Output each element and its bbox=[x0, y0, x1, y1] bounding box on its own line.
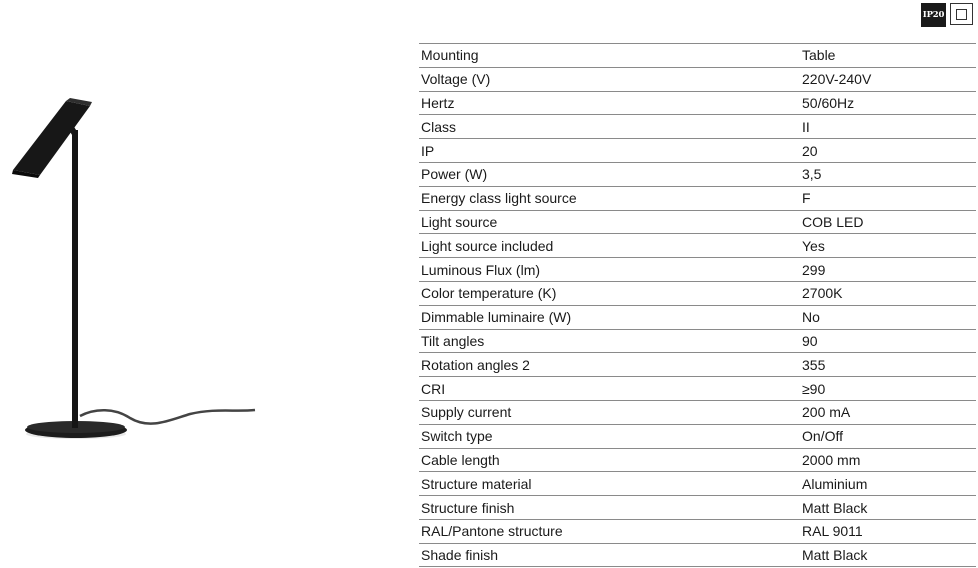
spec-label: Shade finish bbox=[421, 546, 499, 563]
spec-label: Cable length bbox=[421, 451, 500, 468]
spec-label: Power (W) bbox=[421, 166, 488, 183]
spec-label: Structure finish bbox=[421, 499, 515, 516]
spec-value: Yes bbox=[802, 237, 825, 254]
table-row bbox=[419, 471, 976, 495]
spec-value: 20 bbox=[802, 142, 818, 159]
table-row bbox=[419, 43, 976, 67]
lamp-shade bbox=[12, 98, 92, 178]
spec-label: Energy class light source bbox=[421, 190, 577, 207]
spec-value: F bbox=[802, 190, 811, 207]
spec-label: Voltage (V) bbox=[421, 71, 491, 88]
table-row bbox=[419, 424, 976, 448]
spec-value: Table bbox=[802, 47, 836, 64]
spec-value: 50/60Hz bbox=[802, 94, 855, 111]
spec-label: Light source bbox=[421, 213, 498, 230]
spec-value: No bbox=[802, 309, 820, 326]
spec-value: COB LED bbox=[802, 213, 864, 230]
lamp-stem bbox=[72, 130, 78, 428]
spec-value: 2000 mm bbox=[802, 451, 861, 468]
spec-value: 2700K bbox=[802, 285, 843, 302]
spec-value: 200 mA bbox=[802, 404, 851, 421]
spec-value: 299 bbox=[802, 261, 826, 278]
spec-value: II bbox=[802, 118, 810, 135]
spec-label: Dimmable luminaire (W) bbox=[421, 309, 572, 326]
table-row bbox=[419, 257, 976, 281]
spec-label: CRI bbox=[421, 380, 446, 397]
table-row bbox=[419, 519, 976, 543]
ip20-badge: IP20 bbox=[921, 3, 946, 27]
table-row bbox=[419, 138, 976, 162]
spec-label: Class bbox=[421, 118, 457, 135]
table-row bbox=[419, 114, 976, 138]
table-row bbox=[419, 448, 976, 472]
spec-value: On/Off bbox=[802, 428, 843, 445]
table-row bbox=[419, 281, 976, 305]
spec-value: Aluminium bbox=[802, 475, 868, 492]
class-ii-double-square-icon bbox=[950, 3, 973, 25]
spec-value: ≥90 bbox=[802, 380, 826, 397]
table-row bbox=[419, 233, 976, 257]
spec-label: Rotation angles 2 bbox=[421, 356, 530, 373]
table-row bbox=[419, 305, 976, 329]
table-row bbox=[419, 186, 976, 210]
spec-label: Mounting bbox=[421, 47, 479, 64]
table-row bbox=[419, 495, 976, 519]
spec-label: Switch type bbox=[421, 428, 493, 445]
table-row bbox=[419, 329, 976, 353]
spec-value: 355 bbox=[802, 356, 826, 373]
spec-label: Luminous Flux (lm) bbox=[421, 261, 541, 278]
table-row bbox=[419, 352, 976, 376]
table-row bbox=[419, 162, 976, 186]
spec-value: 3,5 bbox=[802, 166, 822, 183]
spec-label: Light source included bbox=[421, 237, 554, 254]
spec-label: RAL/Pantone structure bbox=[421, 523, 563, 540]
table-row bbox=[419, 543, 976, 567]
spec-value: 220V-240V bbox=[802, 71, 872, 88]
spec-table bbox=[419, 43, 976, 567]
spec-value: RAL 9011 bbox=[802, 523, 863, 540]
spec-value: Matt Black bbox=[802, 546, 868, 563]
table-row bbox=[419, 67, 976, 91]
table-row bbox=[419, 400, 976, 424]
spec-label: Color temperature (K) bbox=[421, 285, 557, 302]
product-image-table-lamp bbox=[0, 90, 270, 450]
spec-value: Matt Black bbox=[802, 499, 868, 516]
spec-label: Hertz bbox=[421, 94, 455, 111]
spec-label: IP bbox=[421, 142, 435, 159]
table-row bbox=[419, 91, 976, 115]
spec-label: Structure material bbox=[421, 475, 532, 492]
table-row bbox=[419, 210, 976, 234]
table-row bbox=[419, 376, 976, 400]
certification-badges bbox=[921, 3, 973, 27]
lamp-cable bbox=[80, 410, 255, 424]
spec-label: Supply current bbox=[421, 404, 512, 421]
spec-label: Tilt angles bbox=[421, 332, 485, 349]
spec-value: 90 bbox=[802, 332, 818, 349]
